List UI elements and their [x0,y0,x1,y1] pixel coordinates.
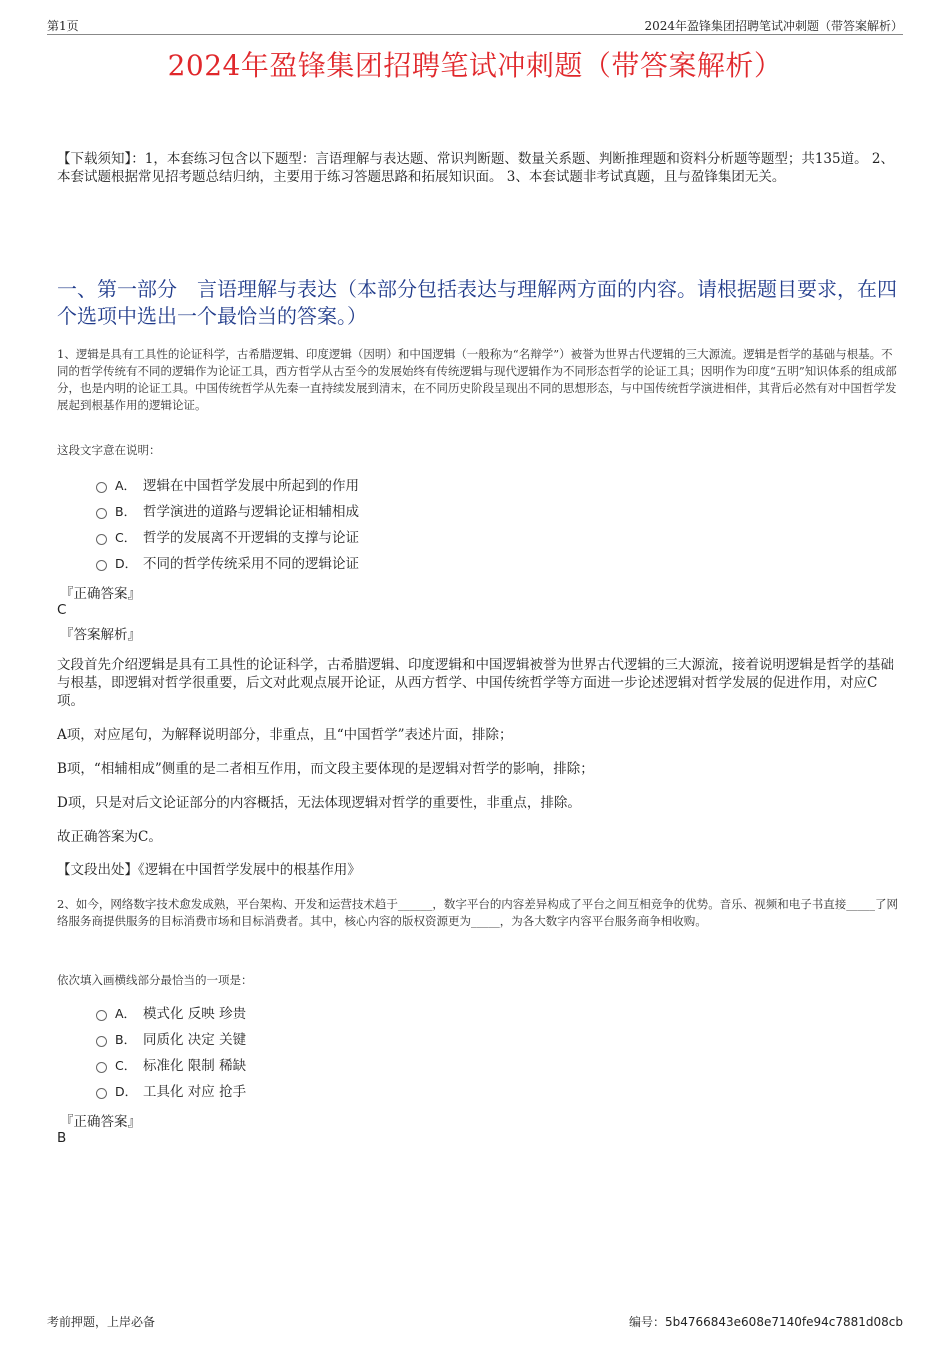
download-notice: 【下载须知】：1，本套练习包含以下题型：言语理解与表达题、常识判断题、数量关系题、判断推理题和资料分析题等题型；共135道。 2、本套试题根据常见招考题总结归纳，主要用于练习答题思路和拓展知识面。 3、本套试题非考试真题，且与盈锋集团无关。 [57,151,894,185]
footer-slogan: 考前押题，上岸必备 [47,1315,156,1329]
question-1-source: 【文段出处】《逻辑在中国哲学发展中的根基作用》 [57,862,361,878]
question-1-conclusion: 故正确答案为C。 [57,829,162,845]
question-2-answer: B [57,1130,67,1146]
radio-icon[interactable] [96,1010,107,1021]
section-heading: 一、第一部分 言语理解与表达（本部分包括表达与理解两方面的内容。请根据题目要求，在四个选项中选出一个最恰当的答案。） [57,277,897,328]
question-1-analysis-label: 『答案解析』 [60,627,141,643]
radio-icon[interactable] [96,560,107,571]
question-1-option-c[interactable]: C． 哲学的发展离不开逻辑的支撑与论证 [96,528,359,548]
radio-icon[interactable] [96,1036,107,1047]
question-1-answer: C [57,602,67,618]
question-1-analysis-a: A项，对应尾句，为解释说明部分，非重点，且“中国哲学”表述片面，排除； [57,727,513,743]
radio-icon[interactable] [96,1088,107,1099]
question-2-option-b[interactable]: B． 同质化 决定 关键 [96,1030,246,1050]
radio-icon[interactable] [96,534,107,545]
header-doc-title: 2024年盈锋集团招聘笔试冲刺题（带答案解析） [644,19,903,33]
question-2-answer-label: 『正确答案』 [60,1114,141,1130]
question-1-analysis-b: B项，“相辅相成”侧重的是二者相互作用，而文段主要体现的是逻辑对哲学的影响，排除； [57,761,594,777]
footer-code: 编号：5b4766843e608e7140fe94c7881d08cb [628,1315,903,1329]
question-1-analysis-para: 文段首先介绍逻辑是具有工具性的论证科学，古希腊逻辑、印度逻辑和中国逻辑被誉为世界古代逻辑的三大源流，接着说明逻辑是哲学的基础与根基，即逻辑对哲学很重要，后文对此观点展开论证，从西方哲学、中国传统哲学等方面进一步论述逻辑对哲学发展的促进作用，对应C项。 [57,657,894,709]
question-2-option-c[interactable]: C． 标准化 限制 稀缺 [96,1056,246,1076]
document-title: 2024年盈锋集团招聘笔试冲刺题（带答案解析） [167,49,783,82]
question-1-analysis-d: D项，只是对后文论证部分的内容概括，无法体现逻辑对哲学的重要性，非重点，排除。 [57,795,581,811]
question-2-option-a[interactable]: A． 模式化 反映 珍贵 [96,1004,246,1024]
question-1-prompt: 这段文字意在说明： [57,443,161,457]
radio-icon[interactable] [96,1062,107,1073]
page-number: 第1页 [47,19,79,33]
question-1-option-a[interactable]: A． 逻辑在中国哲学发展中所起到的作用 [96,476,359,496]
page-header [47,14,903,35]
question-1-answer-label: 『正确答案』 [60,586,141,602]
question-2-text: 2、如今，网络数字技术愈发成熟，平台架构、开发和运营技术趋于______，数字平台的内容差异构成了平台之间互相竞争的优势。音乐、视频和电子书直接_____了网络服务商提供服务的目标消费市场和目标消费者。其中，核心内容的版权资源更为_____，为各大数字内容平台服务商争相收购。 [57,897,899,928]
question-1-text: 1、逻辑是具有工具性的论证科学，古希腊逻辑、印度逻辑（因明）和中国逻辑（一般称为“名辩学”）被誉为世界古代逻辑的三大源流。逻辑是哲学的基础与根基。不同的哲学传统有不同的逻辑作为论证工具，西方哲学从古至今的发展始终有传统逻辑与现代逻辑作为不同形态哲学的论证工具；因明作为印度“五明”知识体系的组成部分，也是内明的论证工具。中国传统哲学从先秦一直持续发展到清末，在不同历史阶段呈现出不同的思想形态，与中国传统哲学演进相伴，其背后必然有对中国哲学发展起到根基作用的逻辑论证。 [57,347,897,412]
question-2-option-d[interactable]: D． 工具化 对应 抢手 [96,1082,246,1102]
question-1-option-b[interactable]: B． 哲学演进的道路与逻辑论证相辅相成 [96,502,359,522]
question-1-option-d[interactable]: D． 不同的哲学传统采用不同的逻辑论证 [96,554,359,574]
question-2-prompt: 依次填入画横线部分最恰当的一项是： [57,973,253,987]
radio-icon[interactable] [96,508,107,519]
radio-icon[interactable] [96,482,107,493]
